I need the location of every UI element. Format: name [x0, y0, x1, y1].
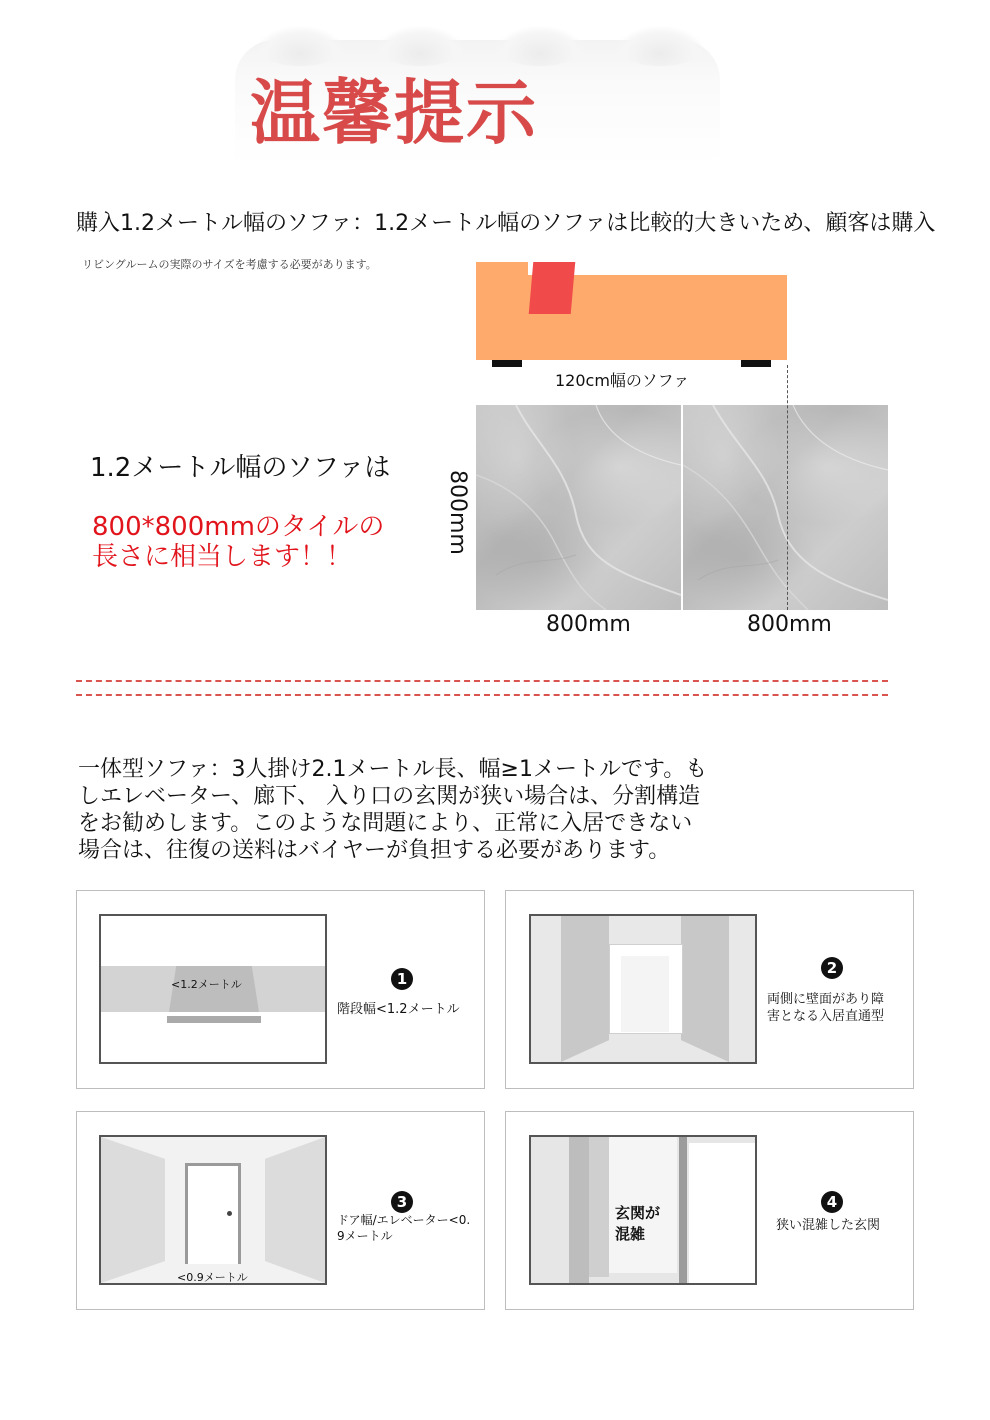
sofa-cushion: [529, 262, 576, 314]
door-illustration: [99, 1135, 327, 1285]
intro-text: 購入1.2メートル幅のソファ：1.2メートル幅のソファは比較的大きいため、顧客は購入: [76, 211, 936, 236]
entrance-label: 玄関が 混雑: [615, 1204, 661, 1243]
tile-width-label-left: 800mm: [546, 612, 631, 637]
notice-paragraph: [78, 756, 798, 864]
sofa-leg-left: [492, 360, 522, 367]
entrance-illustration: [529, 1135, 757, 1285]
card-caption: 階段幅<1.2メートル: [337, 1002, 460, 1017]
section-divider: [76, 680, 888, 696]
number-badge-1: 1: [391, 968, 413, 990]
corridor-illustration: [529, 914, 757, 1064]
number-badge-3: 3: [391, 1191, 413, 1213]
width-guide-line: [787, 365, 788, 610]
notice-line: しエレベーター、廊下、 入り口の玄関が狭い場合は、分割構造: [78, 784, 701, 809]
card-narrow-door: [76, 1111, 485, 1310]
card-caption-line1: 両側に壁面があり障: [767, 992, 885, 1007]
number-badge-4: 4: [821, 1191, 843, 1213]
tile-width-label-right: 800mm: [747, 612, 832, 637]
sofa-leg-right: [741, 360, 771, 367]
page-title: 温馨提示: [250, 72, 538, 154]
card-walled-entrance: [505, 890, 914, 1089]
compare-emphasis-line1: 800*800mmのタイルの: [92, 512, 385, 542]
notice-line: をお勧めします。このような問題により、正常に入居できない: [78, 811, 693, 836]
notice-line: 一体型ソファ：3人掛け2.1メートル長、幅≥1メートルです。も: [78, 757, 708, 782]
compare-heading: 1.2メートル幅のソファは: [90, 453, 391, 483]
compare-emphasis-line2: 長さに相当します！！: [92, 542, 353, 572]
number-badge-2: 2: [821, 957, 843, 979]
intro-note: リビングルームの実際のサイズを考慮する必要があります。: [82, 258, 377, 271]
card-cramped-entrance: [505, 1111, 914, 1310]
stairs-width-label: <1.2メートル: [171, 978, 242, 991]
card-caption-line1: ドア幅/エレベーター<0.: [337, 1213, 471, 1227]
door-width-label: <0.9メートル: [177, 1271, 248, 1284]
card-caption-line2: 害となる入居直通型: [767, 1009, 885, 1024]
tile-height-label: 800mm: [445, 470, 470, 555]
card-narrow-stairs: [76, 890, 485, 1089]
marble-tile-right: [683, 405, 888, 610]
stairs-illustration: [99, 914, 327, 1064]
marble-tile-left: [476, 405, 681, 610]
sofa-illustration: [476, 275, 787, 360]
card-caption-line2: 9メートル: [337, 1229, 393, 1243]
notice-line: 場合は、往復の送料はバイヤーが負担する必要があります。: [78, 838, 671, 863]
sofa-caption: 120cm幅のソファ: [555, 371, 690, 390]
card-caption: 狭い混雑した玄関: [776, 1218, 881, 1233]
